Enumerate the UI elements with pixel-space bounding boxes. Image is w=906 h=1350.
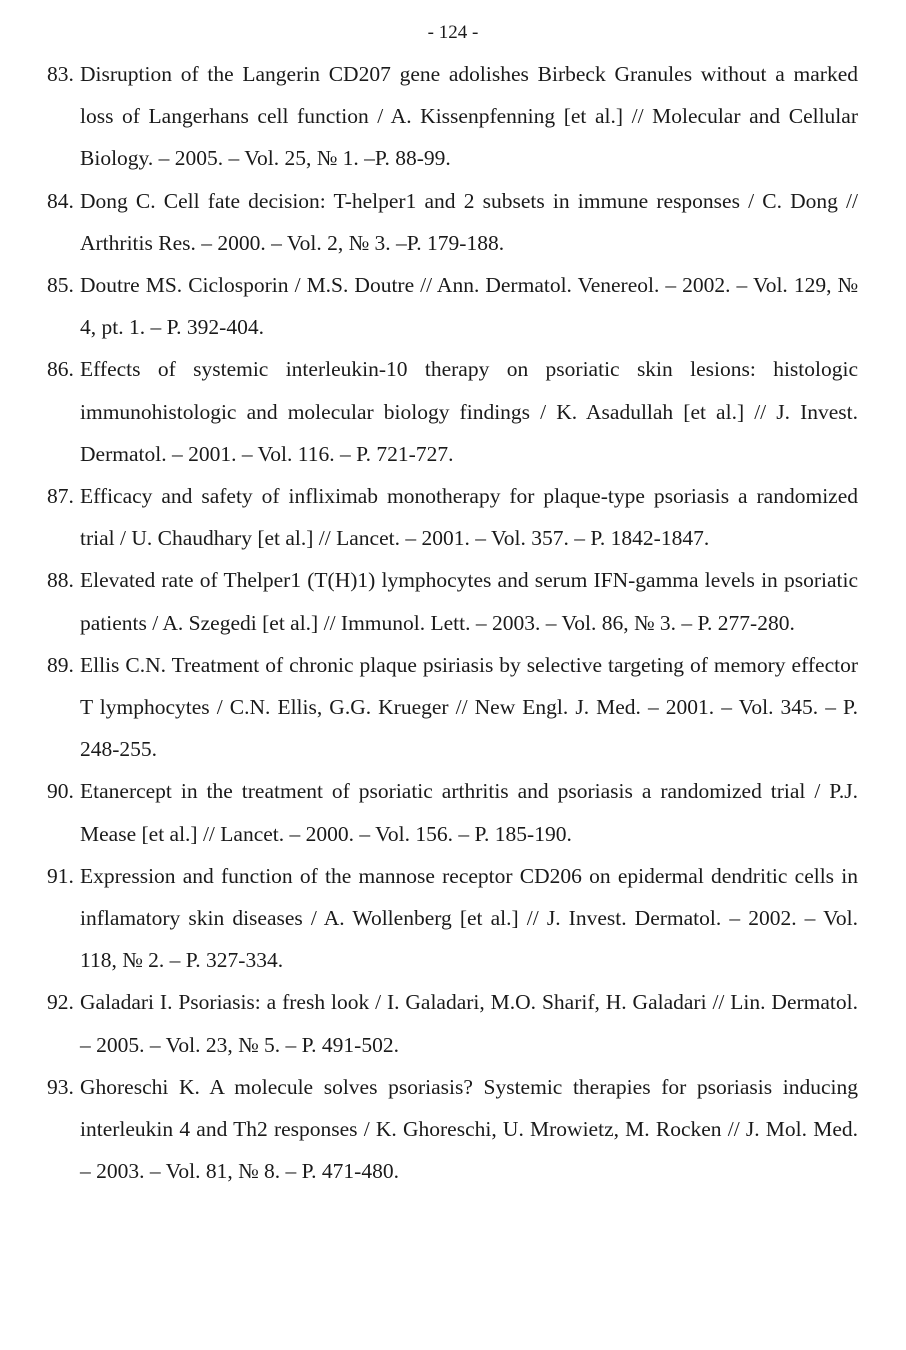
- reference-number: 85.: [47, 273, 74, 298]
- reference-number: 92.: [47, 990, 74, 1015]
- reference-number: 87.: [47, 484, 74, 509]
- reference-item: [0, 53, 906, 180]
- reference-text: Ghoreschi K. A molecule solves psoriasis? Systemic therapies for psoriasis inducing interleukin 4 and Th2 responses / K. Ghoreschi, U. Mrowietz, M. Rocken // J. Mol. Med. – 2003. – Vol. 81, № 8. – P. 471-480.: [80, 1074, 858, 1184]
- reference-text: Elevated rate of Thelper1 (T(H)1) lymphocytes and serum IFN-gamma levels in psoriatic patients / A. Szegedi [et al.] // Immunol. Lett. – 2003. – Vol. 86, № 3. – P. 277-280.: [80, 568, 858, 635]
- reference-text: Doutre MS. Ciclosporin / M.S. Doutre // Ann. Dermatol. Venereol. – 2002. – Vol. 129, № 4, pt. 1. – P. 392-404.: [80, 273, 858, 340]
- reference-number: 88.: [47, 568, 74, 593]
- reference-text: Effects of systemic interleukin-10 therapy on psoriatic skin lesions: histologic immunohistologic and molecular biology findings / K. Asadullah [et al.] // J. Invest. Dermatol. – 2001. – Vol. 116. – P. 721-727.: [80, 357, 858, 466]
- reference-number: 84.: [47, 188, 74, 213]
- reference-list: [0, 53, 906, 1192]
- reference-item: [0, 855, 906, 982]
- reference-text: Expression and function of the mannose receptor CD206 on epidermal dendritic cells in inflamatory skin diseases / A. Wollenberg [et al.] // J. Invest. Dermatol. – 2002. – Vol. 118, № 2. – P. 327-334.: [80, 863, 858, 973]
- reference-number: 91.: [47, 863, 74, 888]
- reference-item: [0, 348, 906, 475]
- reference-text: Ellis C.N. Treatment of chronic plaque psiriasis by selective targeting of memory effector T lymphocytes / C.N. Ellis, G.G. Krueger // New Engl. J. Med. – 2001. – Vol. 345. – P. 248-255.: [80, 652, 858, 762]
- reference-item: [0, 1066, 906, 1193]
- reference-text: Galadari I. Psoriasis: a fresh look / I. Galadari, M.O. Sharif, H. Galadari // Lin. Dermatol. – 2005. – Vol. 23, № 5. – P. 491-502.: [80, 990, 858, 1057]
- reference-item: [0, 770, 906, 854]
- reference-text: Dong C. Cell fate decision: T-helper1 and 2 subsets in immune responses / C. Dong // Arthritis Res. – 2000. – Vol. 2, № 3. –P. 179-188.: [80, 188, 858, 255]
- reference-item: [0, 180, 906, 264]
- reference-item: [0, 559, 906, 643]
- reference-text: Disruption of the Langerin CD207 gene adolishes Birbeck Granules without a marked loss of Langerhans cell function / A. Kissenpfenning [et al.] // Molecular and Cellular Biology. – 2005. – Vol. 25, № 1. –P. 88-99.: [80, 62, 858, 171]
- reference-number: 90.: [47, 779, 74, 804]
- reference-number: 93.: [47, 1074, 74, 1099]
- reference-item: [0, 981, 906, 1065]
- page-number: - 124 -: [427, 22, 479, 43]
- reference-number: 83.: [47, 62, 74, 86]
- reference-item: [0, 264, 906, 348]
- reference-number: 89.: [47, 652, 74, 677]
- reference-number: 86.: [47, 357, 74, 382]
- reference-text: Efficacy and safety of infliximab monotherapy for plaque-type psoriasis a randomized trial / U. Chaudhary [et al.] // Lancet. – 2001. – Vol. 357. – P. 1842-1847.: [80, 484, 858, 551]
- reference-item: [0, 475, 906, 559]
- reference-item: [0, 644, 906, 771]
- reference-text: Etanercept in the treatment of psoriatic arthritis and psoriasis a randomized trial / P.J. Mease [et al.] // Lancet. – 2000. – Vol. 156. – P. 185-190.: [80, 779, 858, 846]
